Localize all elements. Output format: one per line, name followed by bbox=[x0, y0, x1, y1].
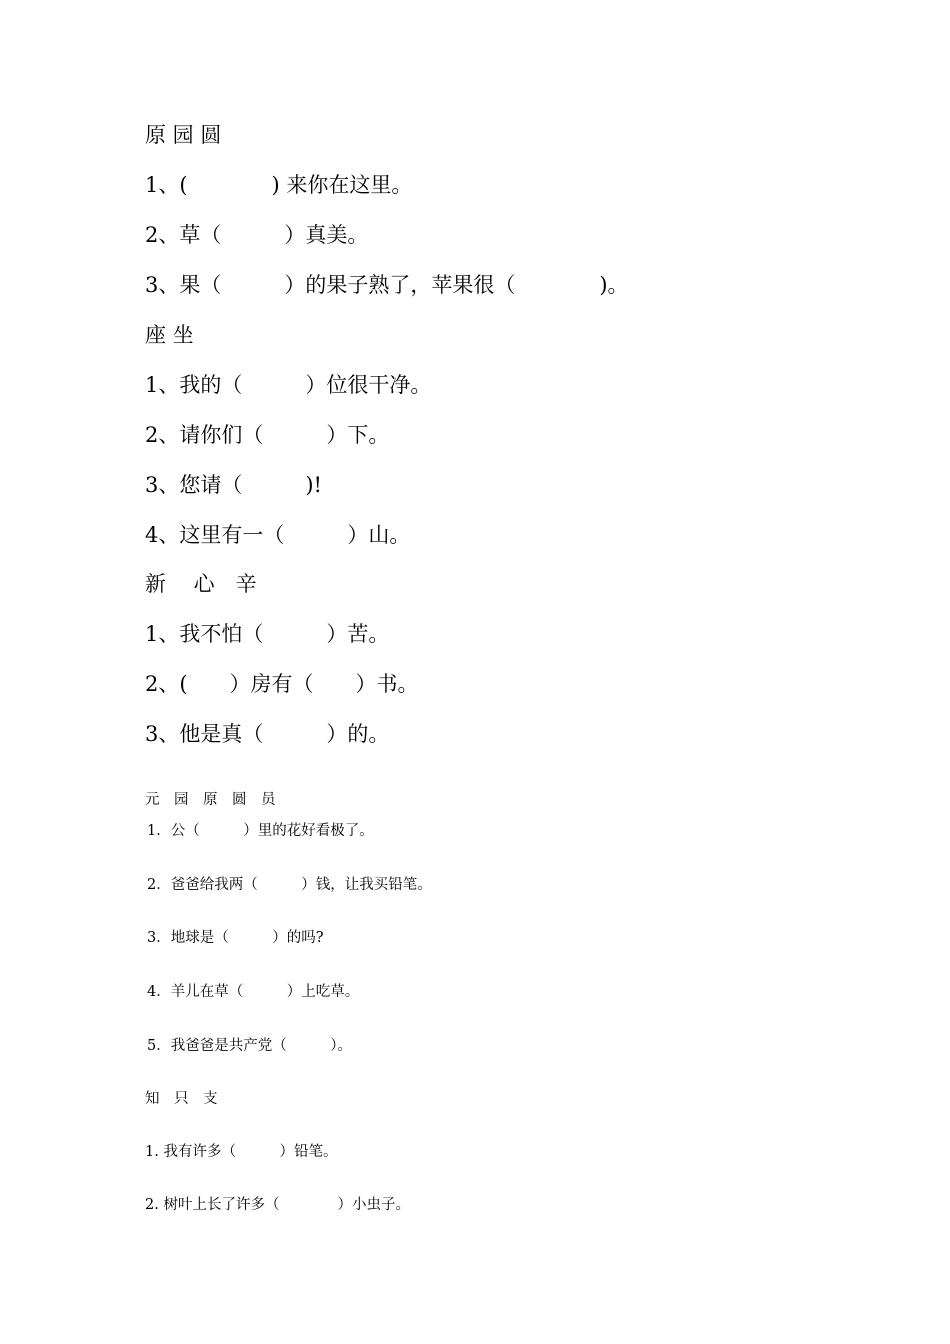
exercise-item: 1、( ) 来你在这里。 bbox=[145, 173, 413, 197]
exercise-item: 4、这里有一（ ）山。 bbox=[145, 523, 411, 547]
exercise-item: 2、( ）房有（ ）书。 bbox=[145, 672, 419, 696]
exercise-item: 1、我不怕（ ）苦。 bbox=[145, 622, 390, 646]
exercise-item: 2、草（ ）真美。 bbox=[145, 223, 369, 247]
exercise-item: 1．公（ ）里的花好看极了。 bbox=[147, 823, 374, 839]
section-heading-3: 新 心 辛 bbox=[145, 572, 257, 596]
exercise-item: 2、请你们（ ）下。 bbox=[145, 423, 390, 447]
exercise-item: 3、您请（ )! bbox=[145, 473, 322, 497]
section-heading-4: 元 园 原 圆 员 bbox=[145, 792, 276, 808]
exercise-item: 3、果（ ）的果子熟了，苹果很（ )。 bbox=[145, 273, 629, 297]
section-heading-1: 原 园 圆 bbox=[145, 123, 222, 147]
exercise-item: 3、他是真（ ）的。 bbox=[145, 722, 390, 746]
exercise-item: 1、我的（ ）位很干净。 bbox=[145, 373, 432, 397]
section-heading-5: 知 只 支 bbox=[145, 1091, 218, 1107]
exercise-item: 4．羊儿在草（ ）上吃草。 bbox=[147, 984, 360, 1000]
exercise-item: 2. 树叶上长了许多（ ）小虫子。 bbox=[145, 1197, 410, 1213]
exercise-item: 5．我爸爸是共产党（ ）。 bbox=[147, 1038, 352, 1054]
exercise-item: 3．地球是（ ）的吗? bbox=[147, 930, 324, 946]
exercise-item: 2．爸爸给我两（ ）钱，让我买铅笔。 bbox=[147, 877, 432, 893]
exercise-item: 1. 我有许多（ ）铅笔。 bbox=[145, 1144, 338, 1160]
section-heading-2: 座 坐 bbox=[145, 323, 194, 347]
